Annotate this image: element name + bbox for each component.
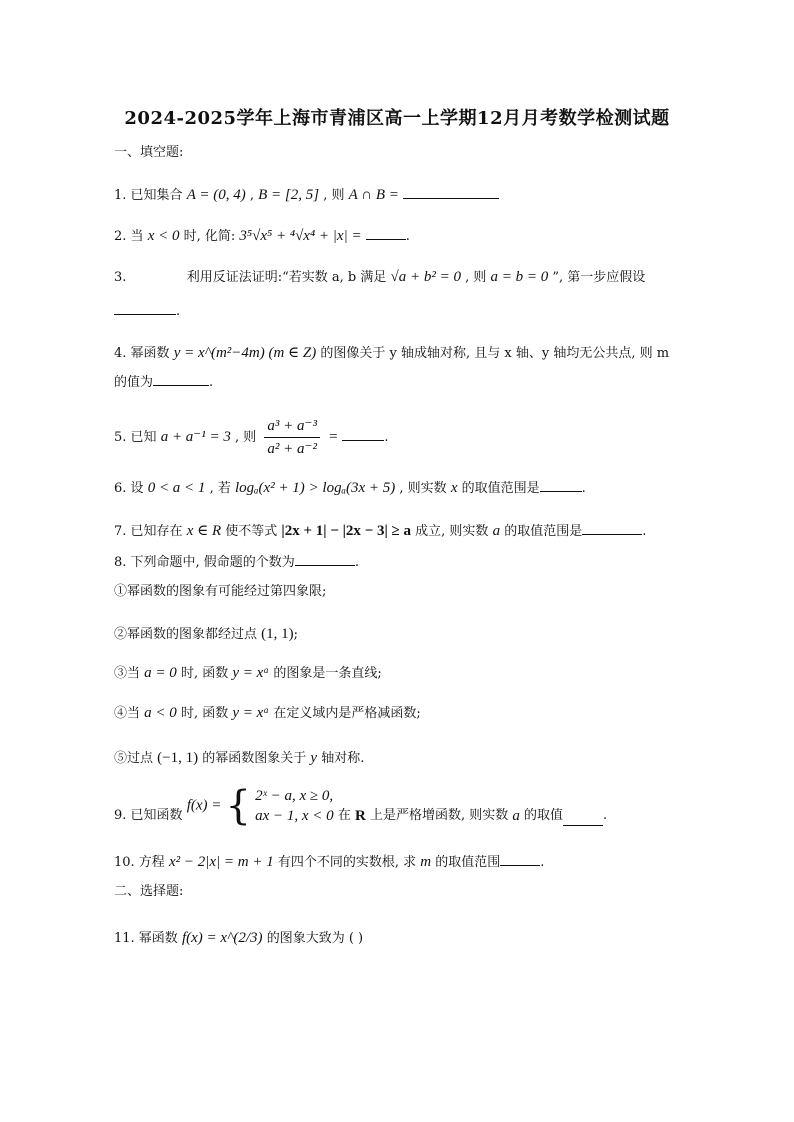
question-2	[114, 225, 410, 247]
q9-text3: 的取值	[524, 808, 564, 823]
question-3	[114, 267, 645, 288]
q10-prefix: 10. 方程	[114, 855, 165, 870]
q5-denominator: a² + a⁻²	[267, 441, 317, 457]
q8-item-5-text3: 轴对称.	[321, 751, 365, 766]
q8-item-1	[114, 582, 326, 602]
q6-text: , 则实数	[399, 481, 447, 496]
q9-fx: f(x) =	[186, 797, 222, 814]
question-6	[114, 477, 586, 499]
q6-prefix: 6. 设	[114, 481, 144, 496]
q6-var: x	[450, 480, 458, 496]
q8-item-3-text: 当	[127, 666, 141, 681]
q10-expr: x² − 2|x| = m + 1	[168, 854, 274, 870]
question-4	[114, 343, 669, 364]
q8-item-5-expr2: y	[310, 750, 318, 766]
q8-item-3-expr: a = 0	[144, 665, 177, 681]
q4-prefix: 4. 幂函数	[114, 346, 170, 361]
q8-item-5	[114, 748, 364, 769]
q8-item-4-text2: 时, 函数	[180, 706, 229, 721]
q4-text: 的图像关于 y 轴成轴对称, 且与 x 轴、y 轴均无公共点, 则 m	[320, 346, 670, 361]
q4-answer-blank[interactable]	[153, 371, 209, 386]
q5-answer-blank[interactable]	[342, 426, 384, 441]
q9-brace: {	[225, 783, 251, 829]
q8-item-3-num: ③	[114, 666, 128, 681]
q1-sep: ,	[249, 188, 254, 203]
q9-prefix: 9. 已知函数	[114, 808, 183, 823]
question-8	[114, 551, 359, 573]
q3-expr: √a + b² = 0	[390, 269, 461, 285]
q8-item-4-text3: 在定义域内是严格减函数;	[273, 706, 421, 721]
q2-mid: 时, 化简:	[183, 229, 236, 244]
q2-prefix: 2. 当	[114, 229, 144, 244]
q7-end: .	[642, 524, 647, 539]
q8-item-4-num: ④	[114, 706, 128, 721]
q8-item-1-num: ①	[114, 584, 128, 599]
q10-text2: 的取值范围	[435, 855, 501, 870]
q8-answer-blank[interactable]	[295, 551, 355, 566]
q11-prefix: 11. 幂函数	[114, 931, 178, 946]
q2-expr: 3⁵√x⁵ + ⁴√x⁴ + |x| =	[239, 228, 362, 244]
q8-item-2-num: ②	[114, 627, 128, 642]
q8-end: .	[354, 555, 359, 570]
question-3-cont	[114, 300, 180, 322]
q9-R: R	[354, 808, 366, 824]
q8-item-5-text2: 的幂函数图象关于	[202, 751, 307, 766]
question-11	[114, 928, 363, 949]
q9-text2: 上是严格增函数, 则实数	[369, 808, 509, 823]
q7-expr: |2x + 1| − |2x − 3| ≥ a	[281, 523, 412, 539]
question-4-cont	[114, 371, 213, 393]
q6-mid: , 若	[209, 481, 231, 496]
q7-cond: x ∈ R	[186, 523, 222, 539]
q4-end: .	[209, 375, 214, 390]
q3-text3: ”, 第一步应假设	[552, 270, 646, 285]
q8-text: 8. 下列命题中, 假命题的个数为	[114, 555, 295, 570]
question-7	[114, 520, 646, 542]
q8-item-3	[114, 663, 382, 684]
q6-expr: logₐ(x² + 1) > logₐ(3x + 5)	[234, 480, 396, 496]
q10-answer-blank[interactable]	[500, 851, 540, 866]
q5-prefix: 5. 已知	[114, 430, 157, 445]
q9-answer-blank[interactable]	[563, 811, 603, 826]
q1-expr: A ∩ B =	[348, 187, 399, 203]
q6-cond: 0 < a < 1	[147, 480, 206, 496]
q8-item-5-expr: (−1, 1)	[157, 750, 199, 766]
question-10	[114, 851, 544, 873]
q9-case-2: ax − 1, x < 0	[255, 808, 334, 824]
q8-item-4-expr: a < 0	[144, 705, 177, 721]
q8-item-4-expr2: y = xᵃ	[232, 705, 270, 721]
q9-text: 在	[337, 808, 351, 823]
q2-cond: x < 0	[147, 228, 180, 244]
q7-prefix: 7. 已知存在	[114, 524, 183, 539]
q8-item-3-text3: 的图象是一条直线;	[273, 666, 382, 681]
q7-text2: 的取值范围是	[504, 524, 583, 539]
q6-answer-blank[interactable]	[540, 477, 582, 492]
q11-expr: f(x) = x^(2/3)	[181, 930, 263, 946]
q2-end: .	[405, 229, 410, 244]
section-fill-blank: 一、填空题:	[114, 145, 184, 160]
q7-answer-blank[interactable]	[582, 520, 642, 535]
q3-end: .	[176, 304, 181, 319]
q5-numerator: a³ + a⁻³	[264, 415, 320, 438]
question-5	[114, 415, 389, 460]
q8-item-2-end: ;	[293, 627, 299, 642]
q8-item-5-text: 过点	[127, 751, 154, 766]
q10-end: .	[540, 855, 545, 870]
q8-item-2-expr: (1, 1)	[261, 626, 294, 642]
q5-eq: =	[328, 429, 339, 445]
q8-item-2	[114, 624, 298, 645]
q9-var: a	[512, 808, 520, 824]
q5-end: .	[384, 430, 389, 445]
q3-expr2: a = b = 0	[490, 269, 549, 285]
q10-var: m	[420, 854, 432, 870]
q9-case-1: 2ˣ − a, x ≥ 0,	[255, 788, 334, 804]
q9-cases	[255, 786, 334, 826]
q2-answer-blank[interactable]	[366, 225, 406, 240]
q8-item-4-text: 当	[127, 706, 141, 721]
q10-text: 有四个不同的实数根, 求	[277, 855, 417, 870]
q8-item-3-text2: 时, 函数	[180, 666, 229, 681]
page-title: 2024-2025学年上海市青浦区高一上学期12月月考数学检测试题	[124, 108, 670, 129]
q1-set-b: B = [2, 5]	[258, 187, 320, 203]
q11-text: 的图象大致为 ( )	[266, 931, 364, 946]
q7-text: 成立, 则实数	[415, 524, 489, 539]
q5-expr: a + a⁻¹ = 3	[160, 429, 231, 445]
q8-item-3-expr2: y = xᵃ	[232, 665, 270, 681]
q3-text1: 利用反证法证明:“若实数 a, b 满足	[186, 270, 387, 285]
q6-text2: 的取值范围是	[461, 481, 540, 496]
q3-prefix: 3.	[114, 270, 127, 285]
q1-prefix: 1. 已知集合	[114, 188, 183, 203]
q8-item-1-text: 幂函数的图象有可能经过第四象限;	[127, 584, 327, 599]
q1-answer-blank[interactable]	[403, 184, 499, 199]
q8-item-2-text: 幂函数的图象都经过点	[127, 627, 258, 642]
q1-mid: , 则	[323, 188, 345, 203]
q6-end: .	[581, 481, 586, 496]
q8-item-5-num: ⑤	[114, 751, 128, 766]
q7-mid: 使不等式	[225, 524, 278, 539]
q5-fraction	[264, 415, 320, 460]
q4-text2: 的值为	[114, 375, 154, 390]
q4-expr: y = x^(m²−4m) (m ∈ Z)	[173, 345, 317, 361]
question-9	[114, 783, 608, 829]
q1-set-a: A = (0, 4)	[186, 187, 246, 203]
q3-text2: , 则	[465, 270, 487, 285]
q9-end: .	[603, 808, 608, 823]
section-choice: 二、选择题:	[114, 884, 184, 899]
q7-var: a	[492, 523, 501, 539]
question-1	[114, 184, 499, 206]
q5-mid: , 则	[235, 430, 257, 445]
q3-answer-blank[interactable]	[114, 300, 176, 315]
q8-item-4	[114, 703, 421, 724]
